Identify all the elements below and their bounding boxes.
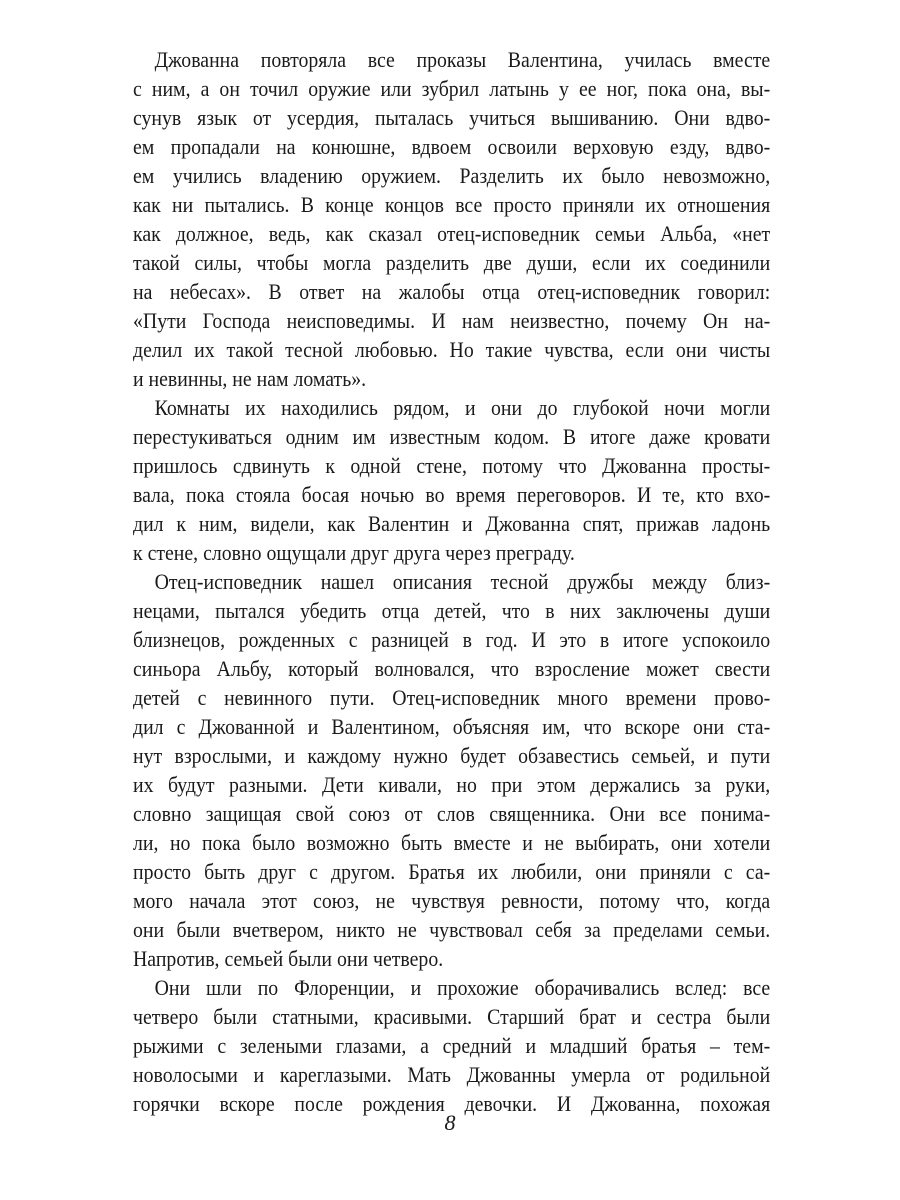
text-line: рыжими с зелеными глазами, а средний и младший братья – тем- xyxy=(133,1033,771,1058)
paragraph xyxy=(133,973,770,1118)
text-line: Отец-исповедник нашел описания тесной дружбы между близ- xyxy=(154,569,771,594)
text-line: дил с Джованной и Валентином, объясняя им, что вскоре они ста- xyxy=(133,714,771,739)
text-line: синьора Альбу, который волновался, что взросление может свести xyxy=(133,656,771,681)
text-line: словно защищая свой союз от слов священника. Они все понима- xyxy=(133,801,771,826)
text-line: пришлось сдвинуть к одной стене, потому что Джованна просты- xyxy=(133,453,771,478)
text-line: такой силы, чтобы могла разделить две души, если их соединили xyxy=(133,250,771,275)
paragraph xyxy=(133,567,770,973)
text-line: перестукиваться одним им известным кодом. В итоге даже кровати xyxy=(133,424,771,449)
text-line: ем пропадали на конюшне, вдвоем освоили верховую езду, вдво- xyxy=(133,134,771,159)
text-line: мого начала этот союз, не чувствуя ревности, потому что, когда xyxy=(133,888,771,913)
page-number: 8 xyxy=(444,1110,456,1135)
text-line: нут взрослыми, и каждому нужно будет обзавестись семьей, и пути xyxy=(133,743,771,768)
text-line: Они шли по Флоренции, и прохожие оборачивались вслед: все xyxy=(154,975,771,1000)
text-line: Комнаты их находились рядом, и они до глубокой ночи могли xyxy=(154,395,771,420)
text-line: нецами, пытался убедить отца детей, что в них заключены души xyxy=(133,598,771,623)
text-line: как должное, ведь, как сказал отец-исповедник семьи Альба, «нет xyxy=(133,221,771,246)
text-line: четверо были статными, красивыми. Старший брат и сестра были xyxy=(133,1004,771,1029)
text-line: близнецов, рожденных с разницей в год. И это в итоге успокоило xyxy=(133,627,771,652)
text-line: на небесах». В ответ на жалобы отца отец-исповедник говорил: xyxy=(133,279,771,304)
text-line: сунув язык от усердия, пыталась учиться вышиванию. Они вдво- xyxy=(133,105,771,130)
text-line: с ним, а он точил оружие или зубрил латынь у ее ног, пока она, вы- xyxy=(133,76,771,101)
text-line: просто быть друг с другом. Братья их любили, они приняли с са- xyxy=(133,859,771,884)
paragraph xyxy=(133,45,770,393)
text-line: «Пути Господа неисповедимы. И нам неизвестно, почему Он на- xyxy=(133,308,771,333)
text-line: их будут разными. Дети кивали, но при этом держались за руки, xyxy=(133,772,771,797)
text-line: как ни пытались. В конце концов все просто приняли их отношения xyxy=(133,192,771,217)
text-line: горячки вскоре после рождения девочки. И Джованна, похожая xyxy=(133,1091,771,1116)
text-line: Джованна повторяла все проказы Валентина, училась вместе xyxy=(154,47,771,72)
text-line: они были вчетвером, никто не чувствовал себя за пределами семьи. xyxy=(133,917,771,942)
text-line: Напротив, семьей были они четверо. xyxy=(133,946,444,971)
body-text xyxy=(133,45,770,1118)
paragraph xyxy=(133,393,770,567)
text-line: вала, пока стояла босая ночью во время переговоров. И те, кто вхо- xyxy=(133,482,771,507)
text-line: детей с невинного пути. Отец-исповедник много времени прово- xyxy=(133,685,771,710)
text-line: к стене, словно ощущали друг друга через преграду. xyxy=(133,540,575,565)
text-line: новолосыми и кареглазыми. Мать Джованны умерла от родильной xyxy=(133,1062,771,1087)
text-line: и невинны, не нам ломать». xyxy=(133,366,367,391)
text-line: ем учились владению оружием. Разделить их было невозможно, xyxy=(133,163,771,188)
text-line: дил к ним, видели, как Валентин и Джованна спят, прижав ладонь xyxy=(133,511,771,536)
text-line: ли, но пока было возможно быть вместе и не выбирать, они хотели xyxy=(133,830,771,855)
text-line: делил их такой тесной любовью. Но такие чувства, если они чисты xyxy=(133,337,771,362)
